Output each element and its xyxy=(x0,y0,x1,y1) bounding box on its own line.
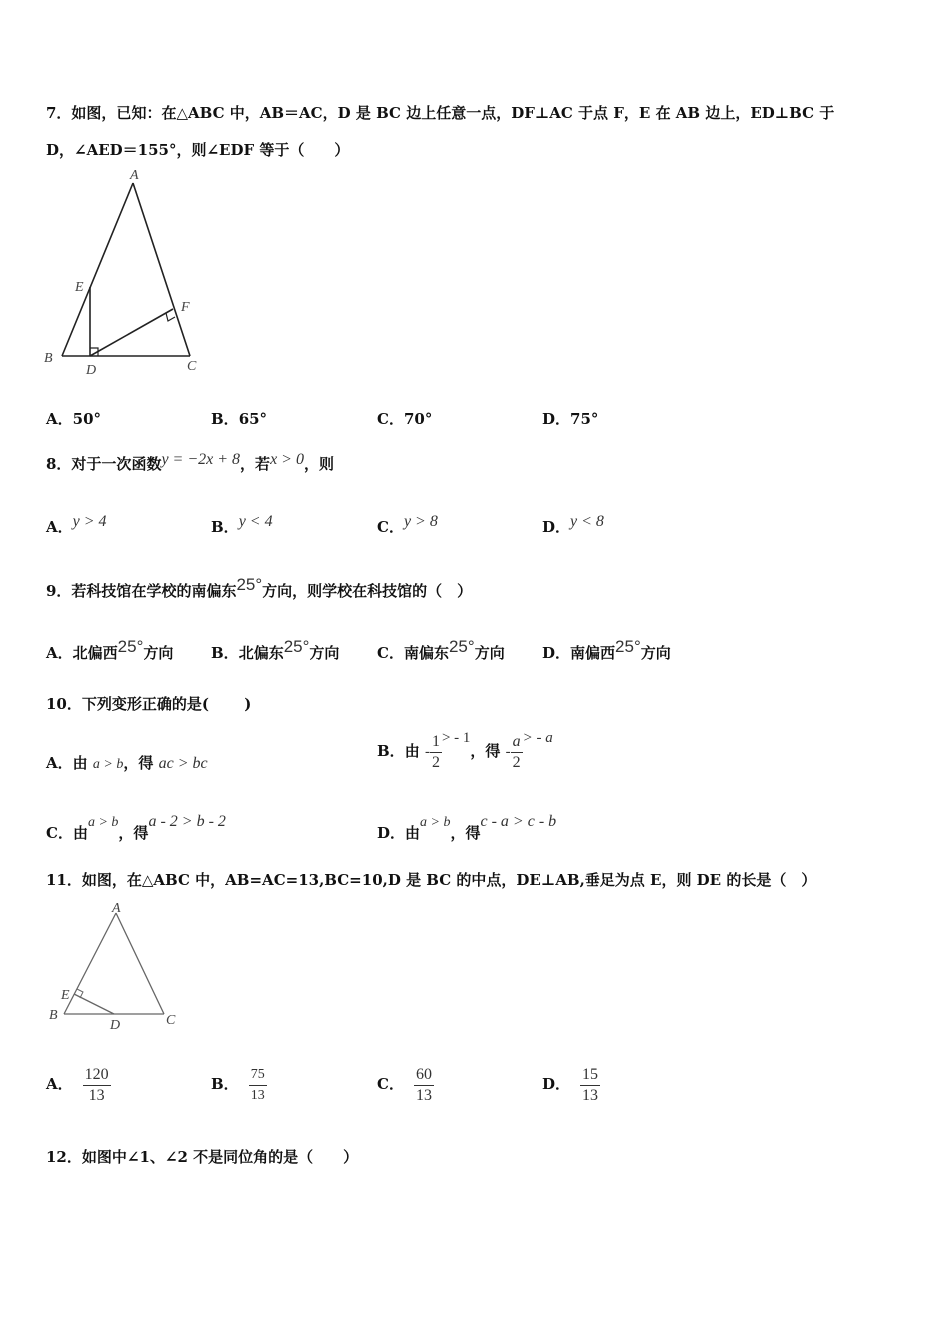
option-letter: C． xyxy=(377,410,404,428)
q8-function: y = −2x + 8 xyxy=(161,451,241,468)
option-fraction xyxy=(83,1065,111,1106)
fraction-numerator: 15 xyxy=(580,1065,600,1086)
option-you: 由 xyxy=(72,754,88,772)
option-de: ，得 xyxy=(118,824,149,842)
option-letter: D． xyxy=(542,1075,571,1093)
q7-triangle-figure xyxy=(40,166,210,381)
q11-option-a[interactable] xyxy=(46,1062,111,1106)
q10-option-b[interactable] xyxy=(377,727,553,775)
option-you: 由 xyxy=(405,824,421,842)
q8-option-b[interactable] xyxy=(211,513,273,537)
option-result: > - a xyxy=(522,730,553,746)
q10-option-a[interactable] xyxy=(46,752,208,773)
fraction-numerator: 60 xyxy=(414,1065,434,1086)
option-suffix: 方向 xyxy=(309,644,340,662)
option-result: c - a > c - b xyxy=(480,813,557,830)
q7-stem-line1: 7．如图，已知：在△ABC 中，AB＝AC，D 是 BC 边上任意一点，DF⊥AC 于点 F，E 在 AB 边上，ED⊥BC 于 xyxy=(46,104,835,122)
option-value: y < 8 xyxy=(570,513,604,530)
option-fraction-a-half xyxy=(511,732,523,773)
option-suffix: 方向 xyxy=(143,644,174,662)
fraction-numerator: 120 xyxy=(83,1065,111,1086)
option-de: ，得 xyxy=(123,754,154,772)
q8-stem xyxy=(46,453,334,474)
option-letter: C． xyxy=(46,824,73,842)
option-angle: 25° xyxy=(448,637,475,656)
option-angle: 25° xyxy=(283,637,310,656)
q11-label-b: B xyxy=(49,1008,58,1023)
option-minus: - xyxy=(424,744,430,760)
option-letter: A． xyxy=(46,644,73,662)
q7-label-d: D xyxy=(86,363,97,378)
fraction-denominator: 13 xyxy=(415,1086,432,1104)
q8-prefix: 8．对于一次函数 xyxy=(46,455,162,473)
fraction-denominator: 13 xyxy=(582,1086,599,1104)
q9-suffix: 方向，则学校在科技馆的（ ） xyxy=(262,582,473,600)
q7-side-ab xyxy=(62,183,133,356)
option-you: 由 xyxy=(404,742,420,760)
q11-option-d[interactable] xyxy=(542,1062,600,1106)
q11-stem: 11．如图，在△ABC 中，AB=AC=13,BC=10,D 是 BC 的中点，DE⊥AB,垂足为点 E，则 DE 的长是（ ） xyxy=(46,871,817,889)
option-minus: - xyxy=(505,744,511,760)
fraction-denominator: 2 xyxy=(431,753,440,771)
q8-option-d[interactable] xyxy=(542,513,604,537)
option-letter: D． xyxy=(377,824,406,842)
option-value: y > 4 xyxy=(72,513,107,530)
option-letter: B． xyxy=(211,1075,239,1093)
q9-option-d[interactable] xyxy=(542,637,671,663)
option-letter: B． xyxy=(211,644,239,662)
q8-suffix: ，则 xyxy=(303,455,334,473)
q7-segment-df xyxy=(90,309,173,356)
option-you: 由 xyxy=(72,824,88,842)
q7-stem-line2: D，∠AED＝155°，则∠EDF 等于（ ） xyxy=(46,141,350,159)
q11-label-d: D xyxy=(110,1018,121,1033)
option-letter: C． xyxy=(377,644,404,662)
option-letter: A． xyxy=(46,410,73,428)
option-condition: a > b xyxy=(420,815,451,830)
fraction-numerator: a xyxy=(511,732,523,753)
option-direction: 南偏西 xyxy=(570,644,616,662)
fraction-denominator: 13 xyxy=(250,1087,265,1103)
q7-side-ac xyxy=(133,183,190,356)
q7-option-a[interactable] xyxy=(46,408,101,429)
q9-option-a[interactable] xyxy=(46,637,174,663)
q8-condition: x > 0 xyxy=(270,451,304,468)
option-angle: 25° xyxy=(615,637,641,656)
option-value: 50° xyxy=(72,410,102,428)
fraction-numerator: 75 xyxy=(249,1065,267,1086)
option-value: y < 4 xyxy=(238,513,273,530)
option-value: 65° xyxy=(238,410,268,428)
option-condition: > - 1 xyxy=(441,730,471,746)
q11-option-c[interactable] xyxy=(377,1062,434,1106)
option-de: ，得 xyxy=(450,824,481,842)
q7-label-c: C xyxy=(187,359,197,374)
option-condition: a > b xyxy=(87,815,119,830)
q10-option-c[interactable] xyxy=(46,813,226,843)
q7-label-a: A xyxy=(130,168,139,183)
option-suffix: 方向 xyxy=(474,644,505,662)
option-de: ，得 xyxy=(470,742,501,760)
option-letter: B． xyxy=(211,410,239,428)
q11-label-e: E xyxy=(61,988,70,1003)
option-letter: A． xyxy=(46,518,73,536)
q11-side-ab xyxy=(64,913,116,1014)
q8-option-a[interactable] xyxy=(46,513,107,537)
option-value: 75° xyxy=(570,410,599,428)
q11-triangle-figure xyxy=(44,898,184,1038)
q8-option-c[interactable] xyxy=(377,513,438,537)
q7-option-c[interactable] xyxy=(377,408,432,429)
option-fraction xyxy=(580,1065,600,1106)
option-direction: 北偏西 xyxy=(72,644,118,662)
fraction-denominator: 13 xyxy=(88,1086,105,1104)
option-letter: C． xyxy=(377,1075,404,1093)
q10-option-d[interactable] xyxy=(377,813,557,843)
option-letter: D． xyxy=(542,644,571,662)
option-letter: A． xyxy=(46,1075,73,1093)
option-letter: B． xyxy=(377,742,405,760)
option-suffix: 方向 xyxy=(640,644,671,662)
q9-angle: 25° xyxy=(236,575,263,594)
option-condition: a > b xyxy=(92,757,124,772)
option-letter: A． xyxy=(46,754,73,772)
option-value: y > 8 xyxy=(403,513,438,530)
q7-label-e: E xyxy=(75,280,84,295)
fraction-denominator: 2 xyxy=(512,753,521,771)
option-angle: 25° xyxy=(117,637,144,656)
q11-side-ac xyxy=(116,913,164,1014)
q9-option-b[interactable] xyxy=(211,637,340,663)
option-letter: C． xyxy=(377,518,404,536)
option-result: a - 2 > b - 2 xyxy=(148,813,226,830)
q11-label-a: A xyxy=(112,901,121,916)
q7-option-b[interactable] xyxy=(211,408,267,429)
q9-prefix: 9．若科技馆在学校的南偏东 xyxy=(46,582,237,600)
option-letter: D． xyxy=(542,410,571,428)
q7-label-f: F xyxy=(181,300,190,315)
q9-stem xyxy=(46,575,473,601)
option-fraction xyxy=(414,1065,434,1106)
q11-option-b[interactable] xyxy=(211,1062,267,1106)
option-direction: 南偏东 xyxy=(403,644,449,662)
q7-option-d[interactable] xyxy=(542,408,598,429)
fraction-numerator: 1 xyxy=(430,732,442,753)
option-letter: B． xyxy=(211,518,239,536)
q12-stem: 12．如图中∠1、∠2 不是同位角的是（ ） xyxy=(46,1148,359,1166)
option-value: 70° xyxy=(403,410,433,428)
q10-stem: 10．下列变形正确的是( ) xyxy=(46,695,252,713)
option-result: ac > bc xyxy=(158,755,208,772)
q9-option-c[interactable] xyxy=(377,637,505,663)
option-fraction xyxy=(249,1065,267,1106)
option-letter: D． xyxy=(542,518,571,536)
q7-right-angle-f xyxy=(166,313,175,321)
q7-label-b: B xyxy=(44,351,53,366)
q11-label-c: C xyxy=(166,1013,176,1028)
option-fraction-half xyxy=(430,732,442,773)
q8-mid: ，若 xyxy=(240,455,271,473)
option-direction: 北偏东 xyxy=(238,644,284,662)
